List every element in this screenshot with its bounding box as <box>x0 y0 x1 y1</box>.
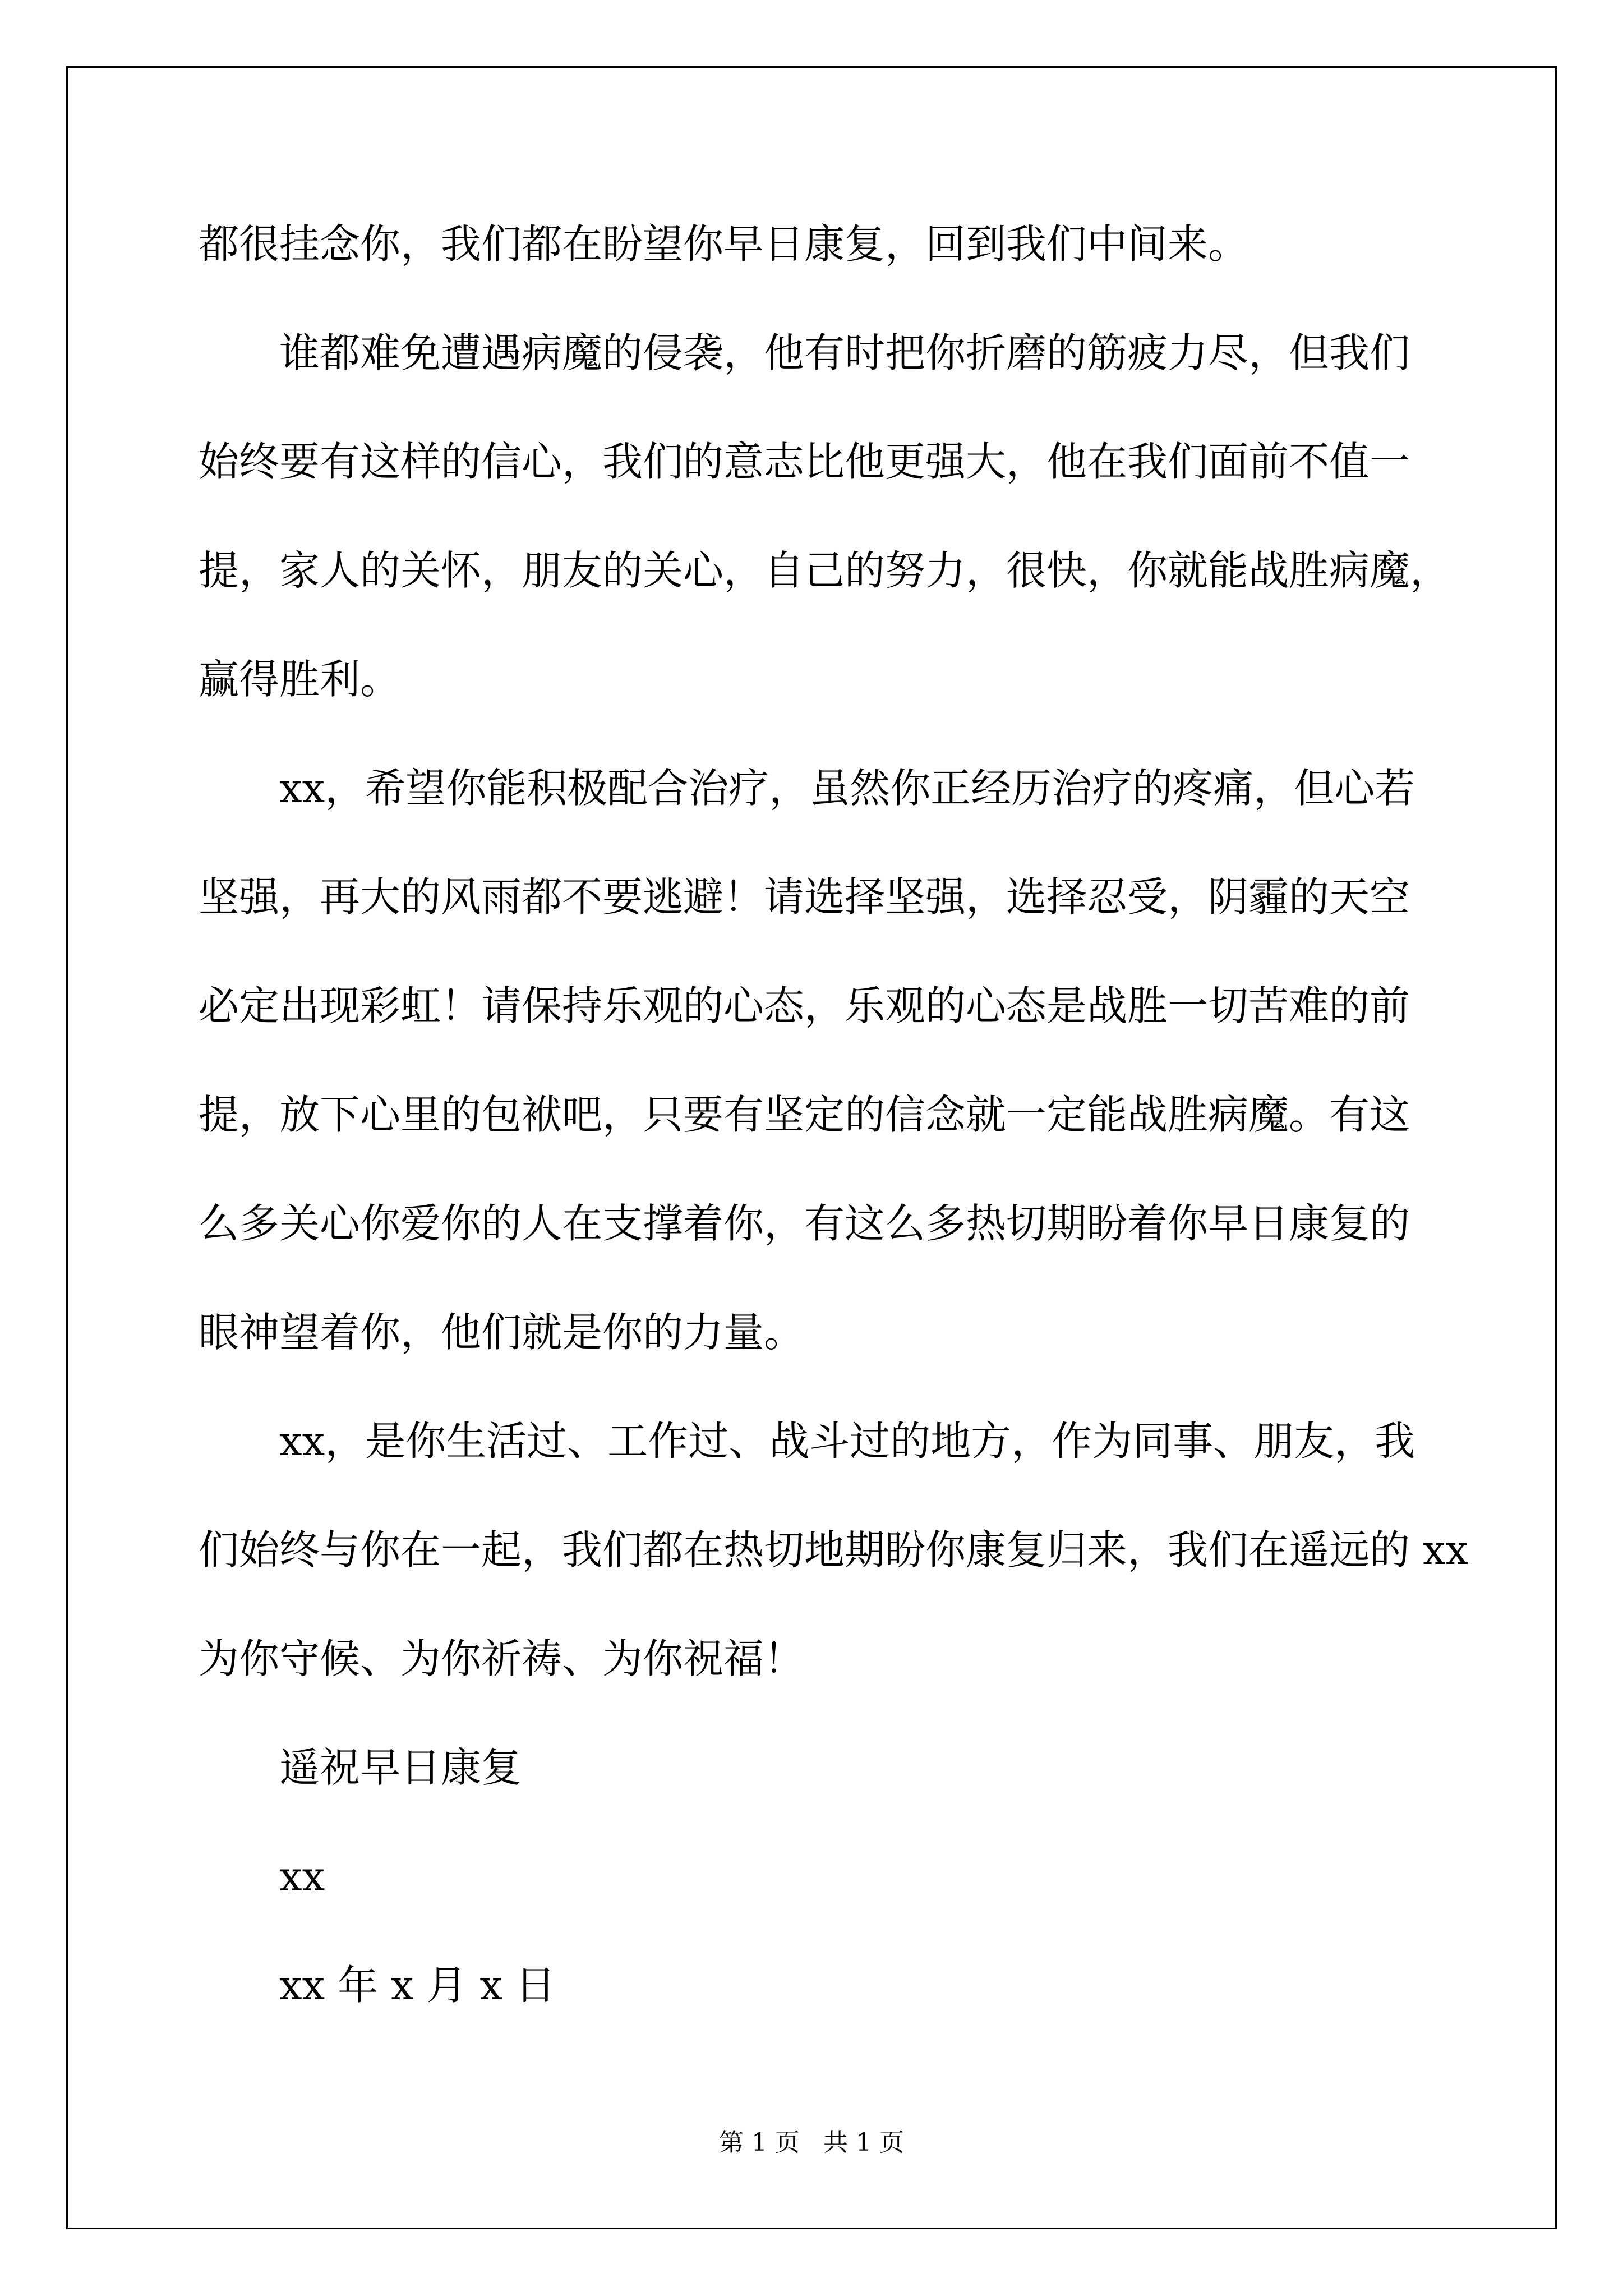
text-line: 提，家人的关怀，朋友的关心，自己的努力，很快，你就能战胜病魔， <box>199 547 1451 594</box>
text-line: 眼神望着你，他们就是你的力量。 <box>199 1309 805 1356</box>
page-footer: 第 1 页 共 1 页 <box>719 2128 904 2157</box>
text-line: 为你守候、为你祈祷、为你祝福！ <box>199 1635 805 1682</box>
signature: xx <box>279 1853 325 1900</box>
text-line: 坚强，再大的风雨都不要逃避！请选择坚强，选择忍受，阴霾的天空 <box>199 873 1410 921</box>
text-line: 必定出现彩虹！请保持乐观的心态，乐观的心态是战胜一切苦难的前 <box>199 982 1410 1029</box>
letter-body <box>199 190 1469 2040</box>
text-line: 谁都难免遭遇病魔的侵袭，他有时把你折磨的筋疲力尽，但我们 <box>279 329 1410 376</box>
text-line: xx，希望你能积极配合治疗，虽然你正经历治疗的疼痛，但心若 <box>279 765 1415 812</box>
closing-greeting: 遥祝早日康复 <box>279 1744 522 1791</box>
text-line: 提，放下心里的包袱吧，只要有坚定的信念就一定能战胜病魔。有这 <box>199 1091 1410 1138</box>
text-line: xx，是你生活过、工作过、战斗过的地方，作为同事、朋友，我 <box>279 1418 1415 1465</box>
text-line: 么多关心你爱你的人在支撑着你，有这么多热切期盼着你早日康复的 <box>199 1200 1410 1247</box>
date-line: xx 年 x 月 x 日 <box>279 1962 556 2009</box>
text-line: 始终要有这样的信心，我们的意志比他更强大，他在我们面前不值一 <box>199 438 1410 485</box>
text-line: 都很挂念你，我们都在盼望你早日康复，回到我们中间来。 <box>199 220 1249 268</box>
text-line: 赢得胜利。 <box>199 656 401 703</box>
text-line: 们始终与你在一起，我们都在热切地期盼你康复归来，我们在遥远的 xx <box>199 1526 1469 1573</box>
